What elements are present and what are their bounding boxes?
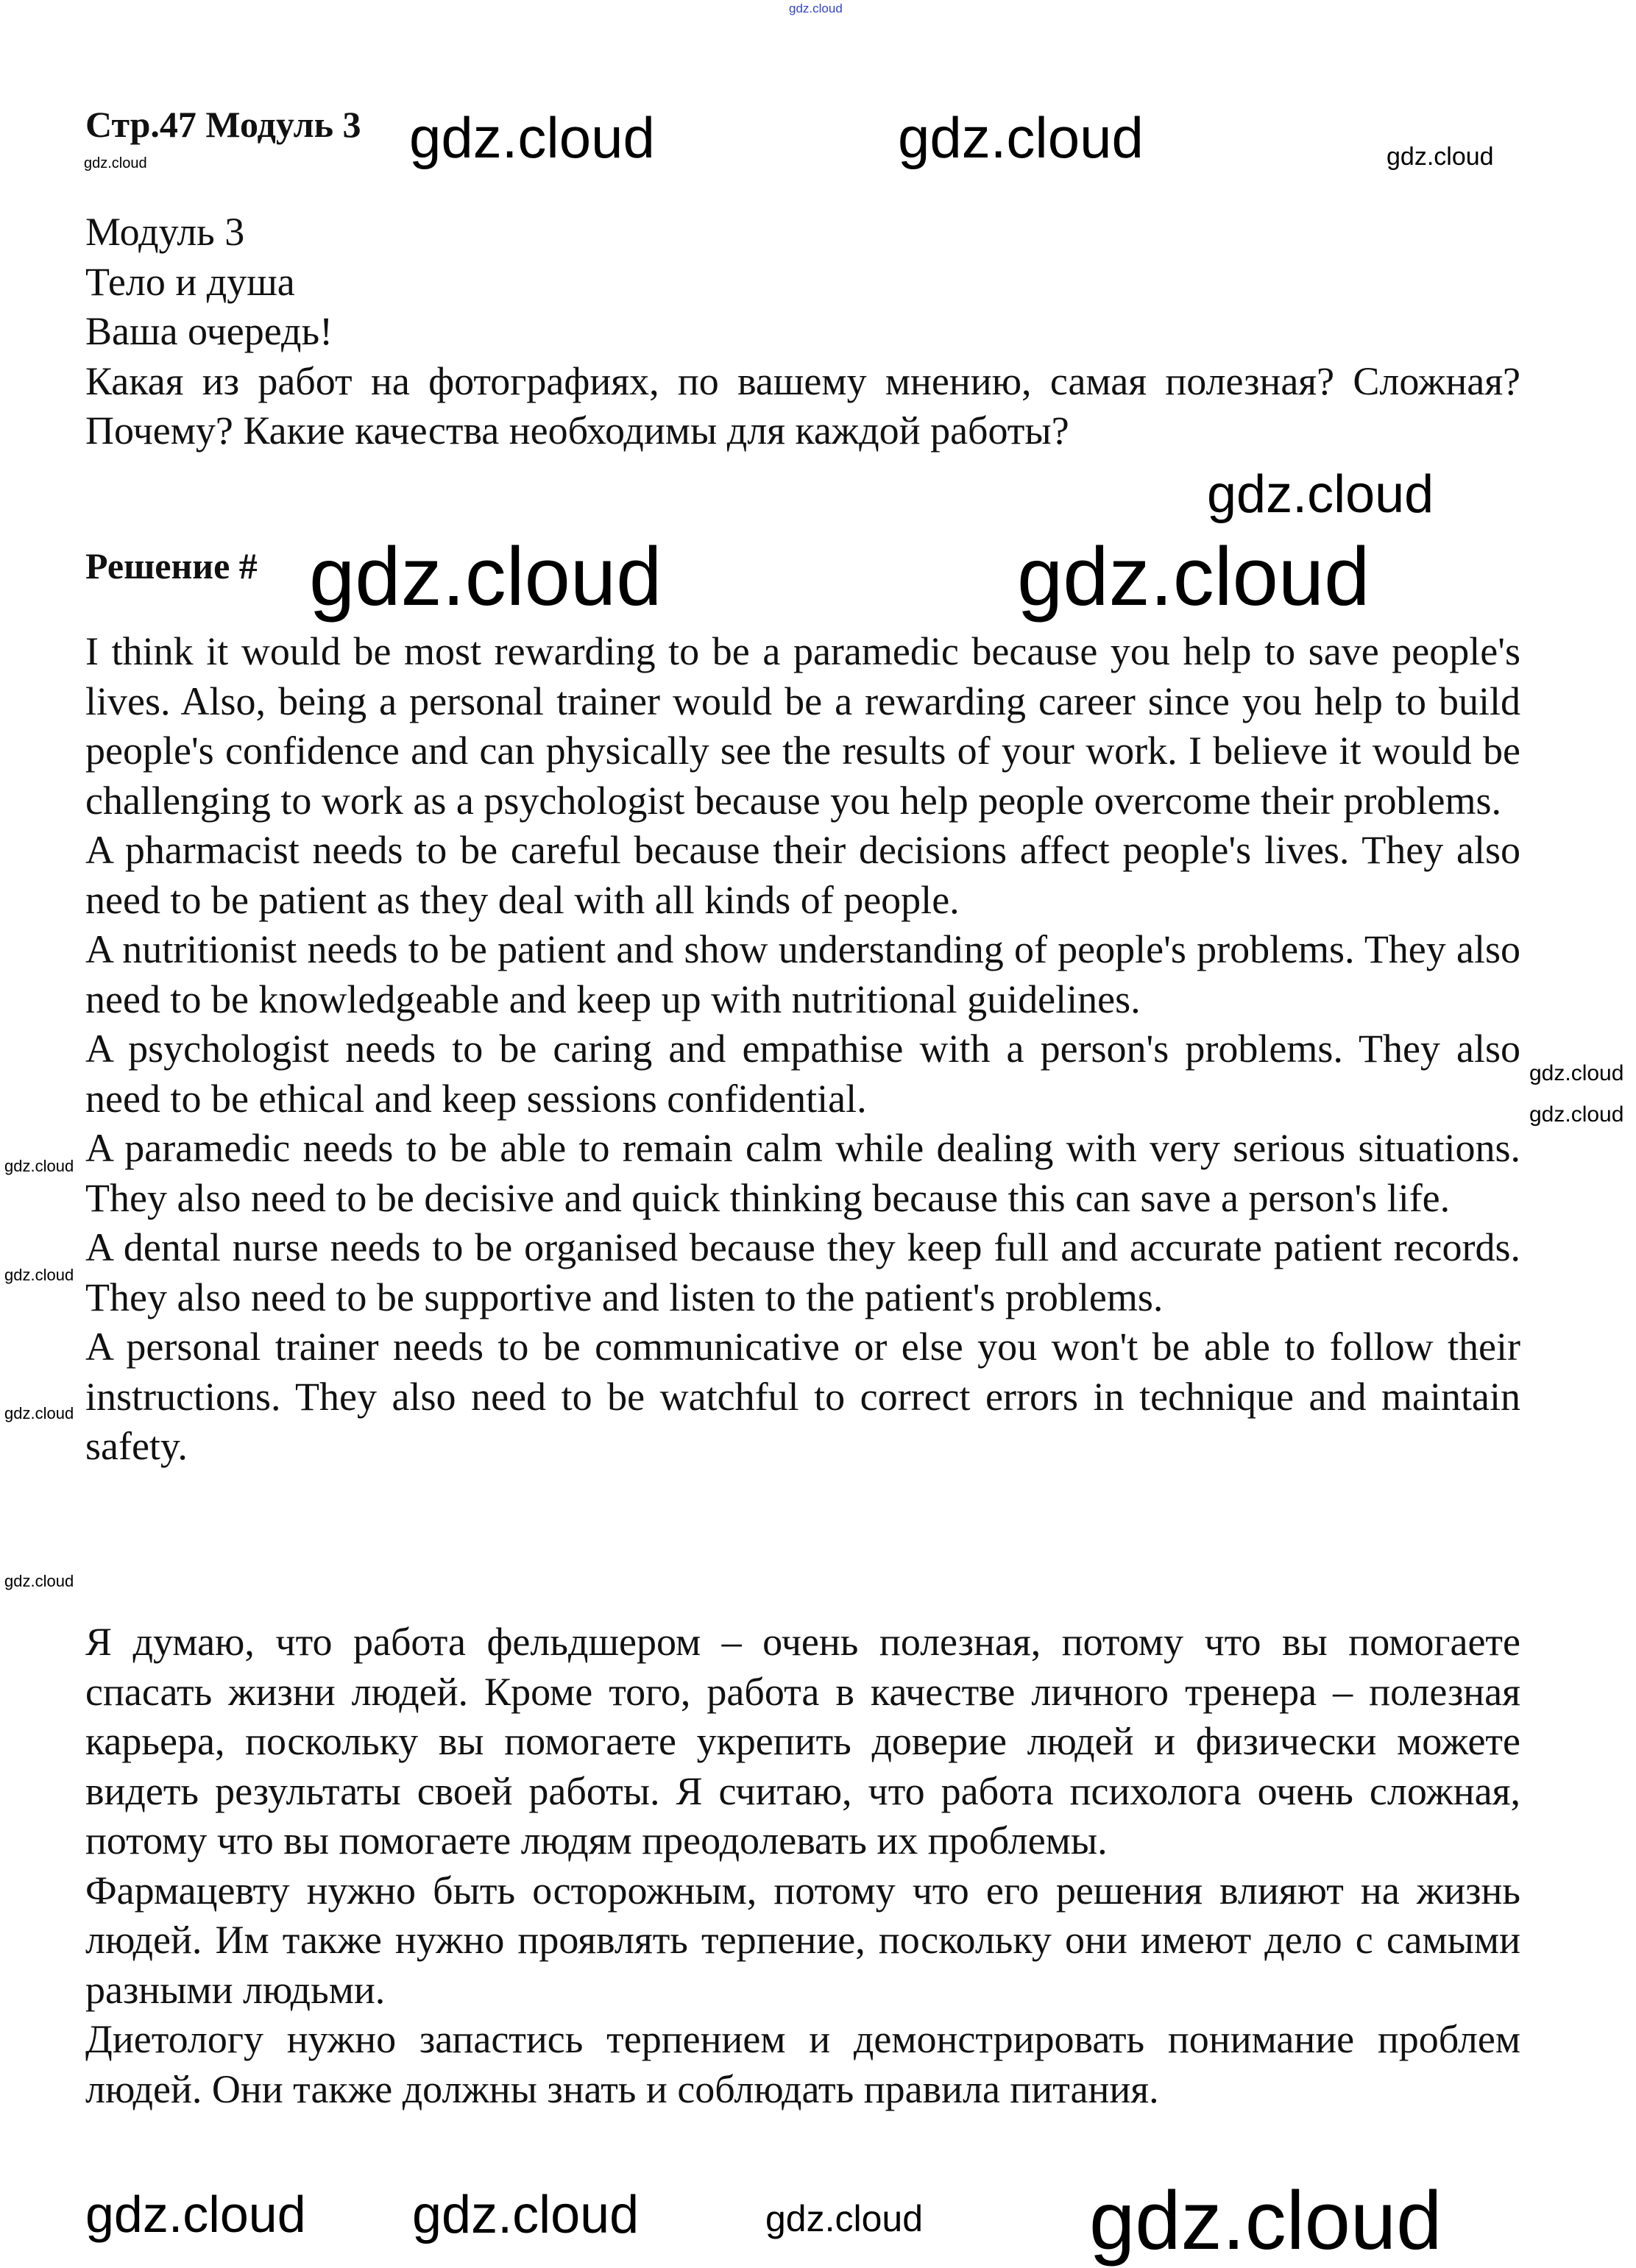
page-title: Стр.47 Модуль 3 [85, 104, 361, 145]
watermark: gdz.cloud [412, 2186, 640, 2244]
paragraph: Я думаю, что работа фельдшером – очень полезная, потому что вы помогаете спасать жизни людей. Кроме того, работа в качестве личного тренера – полезная карьера, поскольку вы помогаете укрепить доверие людей и физически можете видеть результаты своей работы. Я считаю, что работа психолога очень сложная, потому что вы помогаете людям преодолевать их проблемы. [85, 1620, 1520, 1863]
paragraph: Диетологу нужно запастись терпением и демонстрировать понимание проблем людей. Они также должны знать и соблюдать правила питания. [85, 2017, 1520, 2111]
watermark: gdz.cloud [1529, 1061, 1624, 1085]
paragraph: A psychologist needs to be caring and empathise with a person's problems. They also need to be ethical and keep sessions confidential. [85, 1027, 1520, 1121]
watermark: gdz.cloud [4, 1157, 74, 1175]
task-question: Какая из работ на фотографиях, по вашему мнению, самая полезная? Сложная? Почему? Какие качества необходимы для каждой работы? [85, 358, 1520, 453]
watermark: gdz.cloud [4, 1404, 74, 1422]
paragraph: I think it would be most rewarding to be a paramedic because you help to save people's lives. Also, being a personal trainer would be a rewarding career since you help to build people's confidence and can physically see the results of your work. I believe it would be challenging to work as a psychologist because you help people overcome their problems. [85, 629, 1520, 823]
paragraph: A pharmacist needs to be careful because their decisions affect people's lives. They also need to be patient as they deal with all kinds of people. [85, 828, 1520, 922]
russian-answer [85, 1617, 1520, 2114]
english-answer [85, 627, 1520, 1472]
watermark: gdz.cloud [1387, 143, 1494, 171]
watermark: gdz.cloud [84, 155, 147, 171]
watermark: gdz.cloud [789, 1, 843, 15]
watermark: gdz.cloud [85, 2186, 306, 2243]
paragraph: A personal trainer needs to be communicative or else you won't be able to follow their instructions. They also need to be watchful to correct errors in technique and maintain safety. [85, 1325, 1520, 1468]
watermark: gdz.cloud [409, 105, 655, 170]
paragraph: A paramedic needs to be able to remain calm while dealing with very serious situations. They also need to be decisive and quick thinking because this can save a person's life. [85, 1126, 1520, 1220]
watermark: gdz.cloud [1017, 531, 1370, 623]
solution-label: Решение # [85, 545, 258, 587]
paragraph: A dental nurse needs to be organised because they keep full and accurate patient records. They also need to be supportive and listen to the patient's problems. [85, 1225, 1520, 1319]
paragraph: Фармацевту нужно быть осторожным, потому что его решения влияют на жизнь людей. Им также нужно проявлять терпение, поскольку они имеют дело с самыми разными людьми. [85, 1868, 1520, 2012]
task-block [85, 208, 1520, 456]
watermark: gdz.cloud [4, 1266, 74, 1284]
watermark: gdz.cloud [1089, 2175, 1442, 2267]
watermark: gdz.cloud [765, 2198, 924, 2239]
watermark: gdz.cloud [898, 105, 1144, 170]
paragraph: A nutritionist needs to be patient and show understanding of people's problems. They also need to be knowledgeable and keep up with nutritional guidelines. [85, 927, 1520, 1021]
task-line: Тело и душа [85, 259, 295, 304]
task-line: Ваша очередь! [85, 309, 333, 353]
watermark: gdz.cloud [1529, 1102, 1624, 1127]
watermark: gdz.cloud [309, 531, 662, 623]
watermark: gdz.cloud [1207, 465, 1434, 524]
task-line: Модуль 3 [85, 210, 245, 254]
watermark: gdz.cloud [4, 1572, 74, 1590]
